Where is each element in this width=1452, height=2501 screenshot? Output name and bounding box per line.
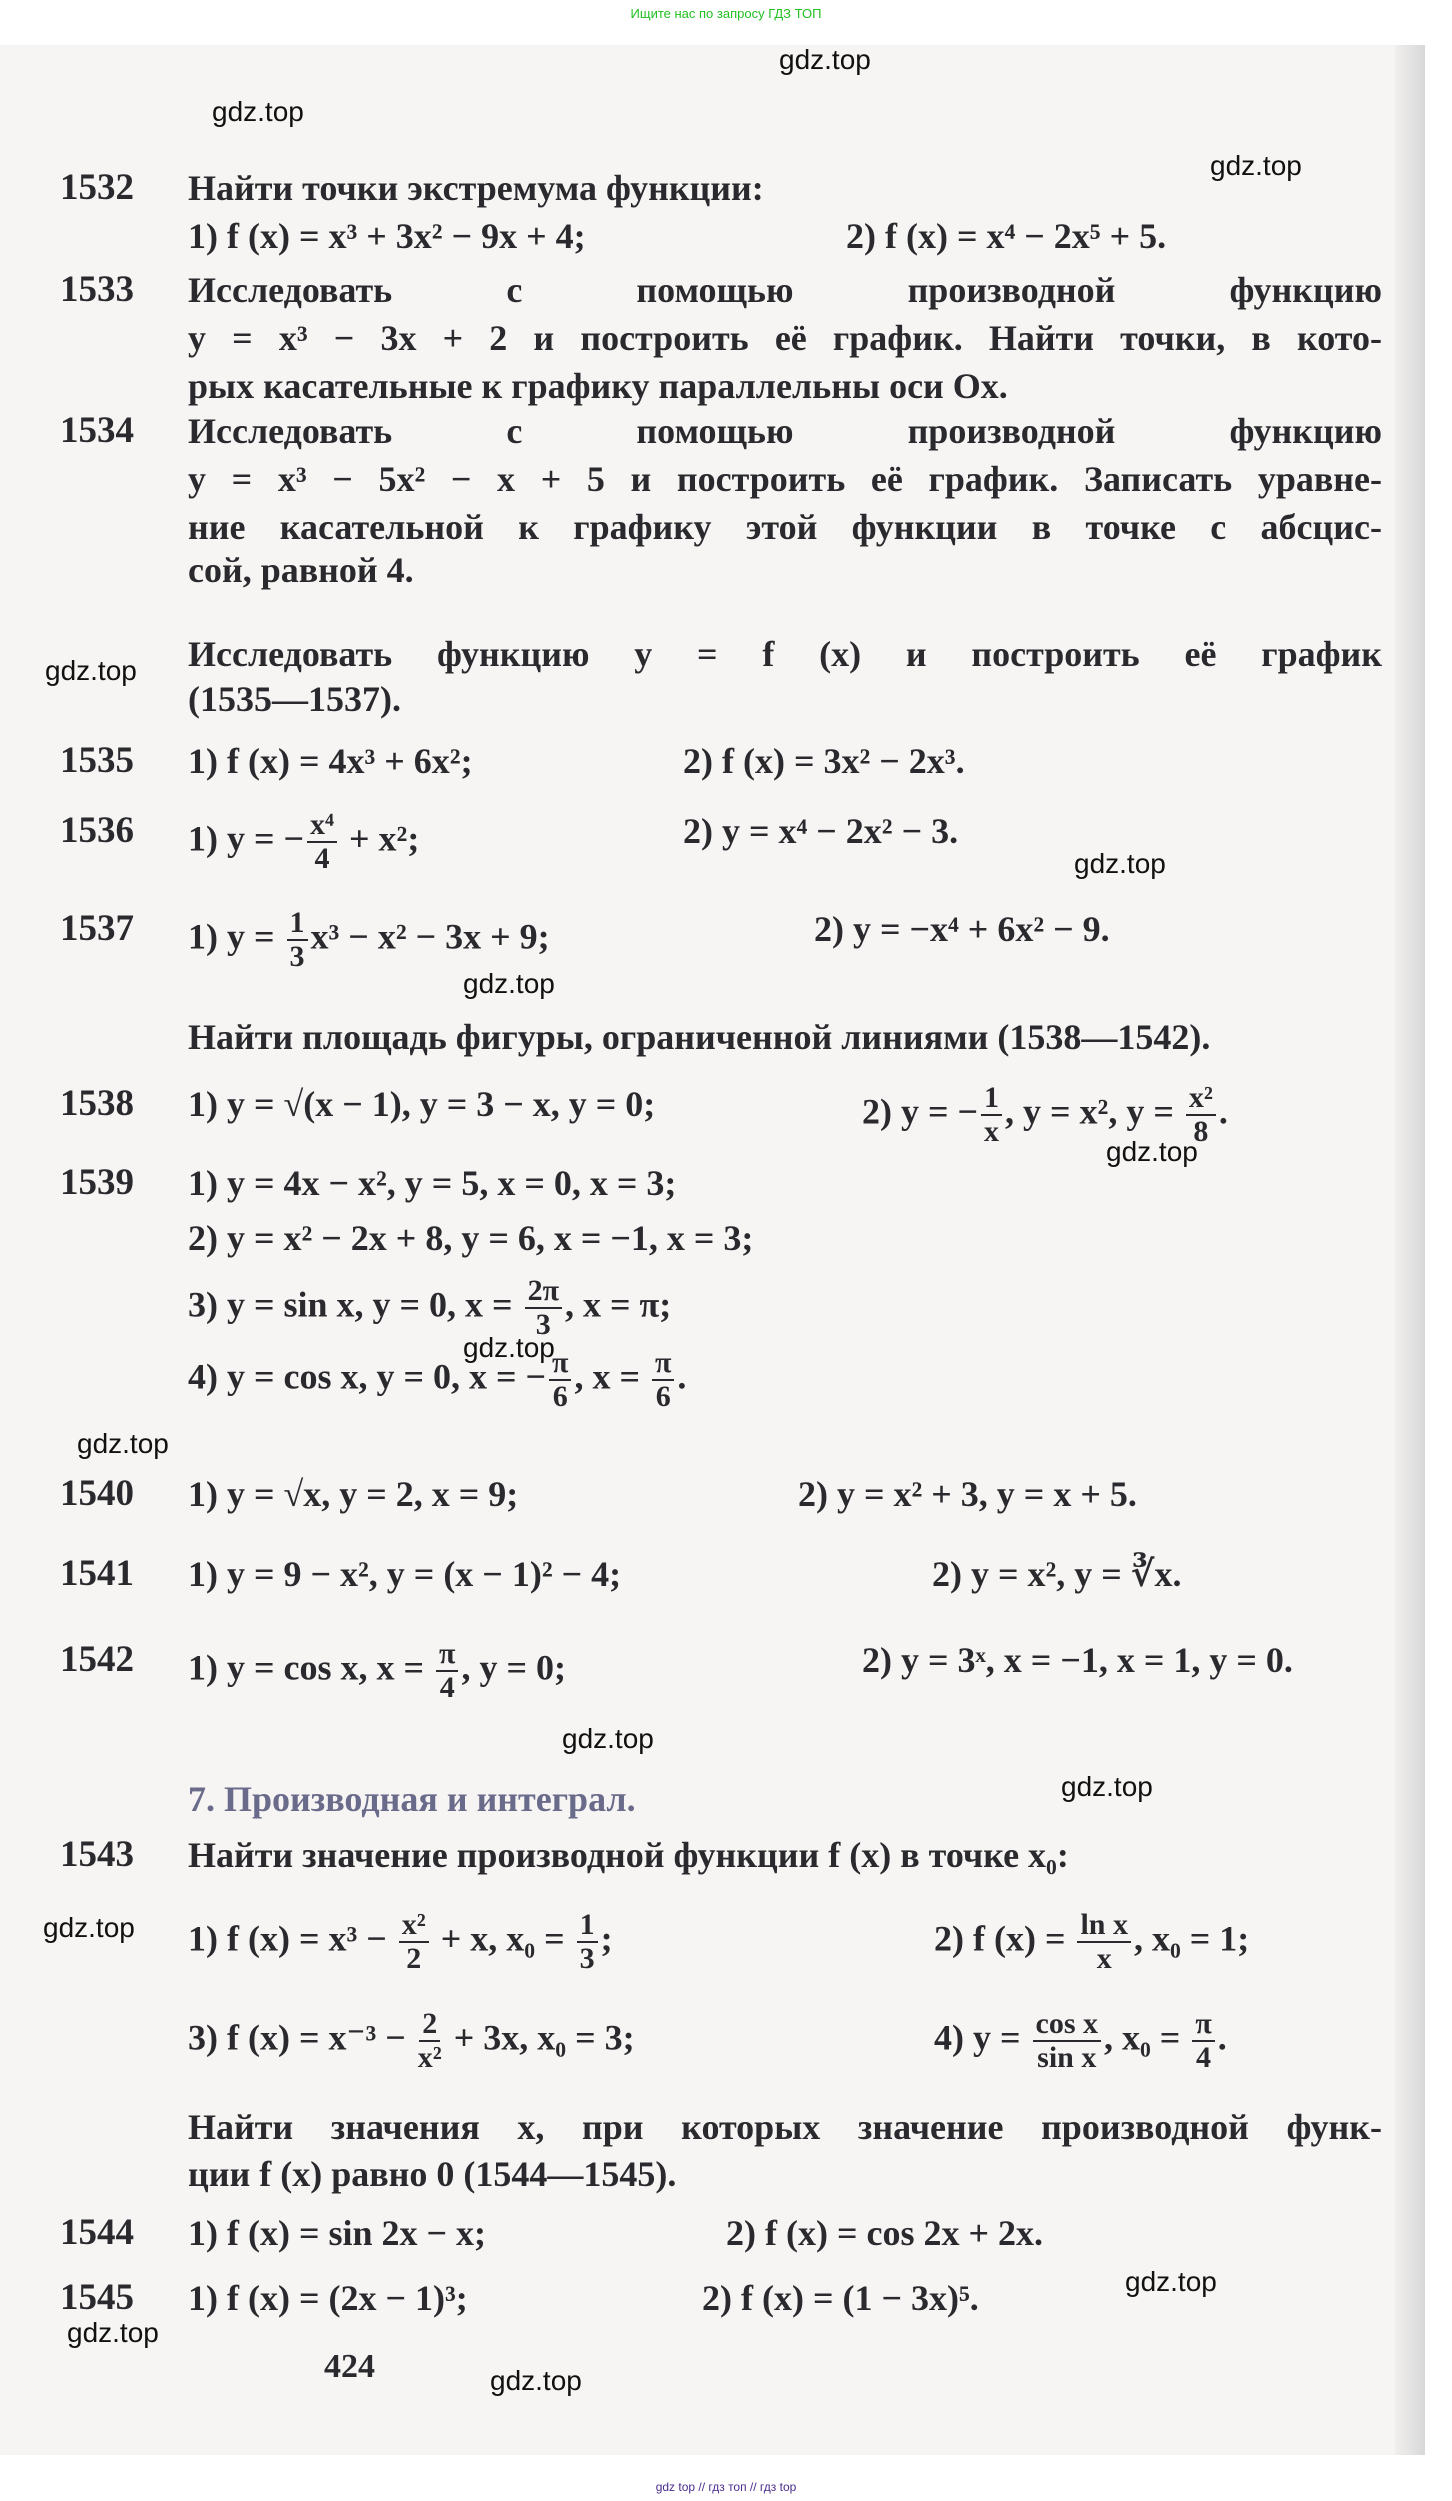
fraction-denominator: 4 [314,842,330,875]
problem-text-line: ние касательной к графику этой функции в точке с абсцис- [188,507,1382,547]
watermark[interactable]: gdz.top [562,1723,654,1754]
watermark[interactable]: gdz.top [77,1428,169,1459]
fraction-denominator: 4 [439,1671,455,1704]
formula [188,1161,676,1205]
fraction-numerator: 1 [287,907,308,941]
fraction [652,1347,674,1413]
formula [188,2008,635,2074]
formula-text: 4) y = [934,2017,1030,2058]
problem-number: 1532 [60,167,134,208]
formula-text: 2) y = −x⁴ + 6x² − 9. [814,909,1110,949]
problem-number: 1540 [60,1473,134,1514]
formula-text: 1) y = √(x − 1), y = 3 − x, y = 0; [188,1084,656,1124]
problem-text-line: y = x³ − 5x² − x + 5 и построить её график. Записать уравне- [188,459,1382,499]
formula-text: 2) f (x) = (1 − 3x)⁵. [702,2278,979,2318]
fraction-numerator: 2π [525,1275,562,1309]
problem-number: 1543 [60,1834,134,1875]
problem-number: 1545 [60,2277,134,2318]
fraction [287,907,308,973]
fraction-numerator: π [652,1347,674,1381]
formula [188,1216,753,1260]
fraction [307,809,337,875]
fraction-numerator: 2 [419,2008,440,2042]
formula [188,1909,613,1975]
watermark[interactable]: gdz.top [1074,848,1166,879]
formula-text: 2) f (x) = [934,1918,1075,1959]
formula [188,214,586,258]
problem-text: Найти точки экстремума функции: [188,168,764,208]
formula-text: 1) f (x) = x³ − [188,1918,396,1959]
formula-text: 2) f (x) = x⁴ − 2x⁵ + 5. [846,216,1167,256]
formula-text: 1) f (x) = 4x³ + 6x²; [188,741,473,781]
formula-text: + x, x₀ = [431,1918,574,1959]
top-banner[interactable]: Ищите нас по запросу ГДЗ ТОП [630,6,822,21]
fraction-denominator: 3 [579,1942,595,1975]
fraction-numerator: π [549,1347,571,1381]
problem-number: 1544 [60,2212,134,2253]
formula [683,739,965,783]
watermark[interactable]: gdz.top [1125,2266,1217,2297]
formula [726,2211,1043,2255]
problem-text: Найти значение производной функции f (x) в точке x₀: [188,1835,1069,1875]
formula-text: 1) y = √x, y = 2, x = 9; [188,1474,519,1514]
fraction-denominator: x² [417,2041,442,2074]
fraction-numerator: x² [1186,1082,1216,1116]
watermark[interactable]: gdz.top [212,96,304,127]
formula-text: , x₀ = 1; [1134,1918,1250,1959]
formula [188,2276,468,2320]
problem-number: 1537 [60,908,134,949]
fraction-numerator: 1 [981,1082,1002,1116]
bottom-banner[interactable]: gdz top // гдз топ // гдз top [655,2480,797,2494]
watermark[interactable]: gdz.top [490,2365,582,2396]
problem-number: 1534 [60,410,134,451]
formula-text: 1) f (x) = x³ + 3x² − 9x + 4; [188,216,586,256]
formula [188,1638,566,1704]
formula [683,809,958,853]
fraction-denominator: 6 [552,1380,568,1413]
problem-text-line: рых касательные к графику параллельны оси Ox. [188,366,1008,406]
watermark[interactable]: gdz.top [463,1332,555,1363]
watermark[interactable]: gdz.top [463,968,555,999]
intro-line: Найти значения x, при которых значение производной функ- [188,2107,1382,2147]
watermark[interactable]: gdz.top [779,44,871,75]
fraction-denominator: 6 [655,1380,671,1413]
formula-text: 2) y = − [862,1091,979,1132]
fraction [436,1638,458,1704]
formula-text: 1) y = [188,916,284,957]
formula-text: 1) f (x) = (2x − 1)³; [188,2278,468,2318]
fraction-denominator: x [1096,1942,1112,1975]
problem-number: 1538 [60,1083,134,1124]
formula [188,739,473,783]
formula [862,1638,1293,1682]
problem-number: 1539 [60,1162,134,1203]
page-edge [1395,45,1425,2455]
formula [188,907,550,973]
section-heading: 7. Производная и интеграл. [188,1779,636,1819]
formula-text: x³ − x² − 3x + 9; [310,916,550,957]
watermark[interactable]: gdz.top [1061,1771,1153,1802]
formula-text: + x²; [340,818,420,859]
formula-text: 4) y = cos x, y = 0, x = − [188,1356,547,1397]
formula-text: ; [600,1918,613,1959]
fraction-denominator: x [984,1115,1000,1148]
problem-number: 1541 [60,1553,134,1594]
problem-text-line: Исследовать с помощью производной функцию [188,270,1382,310]
formula [188,1552,621,1596]
formula-text: . [1217,2017,1227,2058]
fraction-numerator: cos x [1033,2008,1102,2042]
fraction-denominator: 4 [1196,2041,1212,2074]
problem-number: 1536 [60,810,134,851]
problem-text-line: y = x³ − 3x + 2 и построить её график. Найти точки, в кото- [188,318,1382,358]
fraction-numerator: x⁴ [307,809,337,843]
formula-text: 2) y = x⁴ − 2x² − 3. [683,811,959,851]
problem-text-line: сой, равной 4. [188,550,414,590]
intro-line: (1535—1537). [188,679,401,719]
formula [932,1552,1181,1596]
watermark[interactable]: gdz.top [1210,150,1302,181]
formula-text: + 3x, x₀ = 3; [444,2017,635,2058]
fraction [577,1909,598,1975]
watermark[interactable]: gdz.top [67,2317,159,2348]
formula-text: 3) f (x) = x⁻³ − [188,2017,415,2058]
fraction [399,1909,429,1975]
fraction-numerator: x² [399,1909,429,1943]
fraction-numerator: π [1192,2008,1214,2042]
formula [702,2276,979,2320]
formula-text: , x = π; [565,1284,672,1325]
formula-text: 2) y = x² + 3, y = x + 5. [798,1474,1137,1514]
formula-text: 1) y = 4x − x², y = 5, x = 0, x = 3; [188,1163,677,1203]
fraction [1192,2008,1214,2074]
problem-number: 1533 [60,269,134,310]
formula-text: , y = 0; [461,1647,566,1688]
formula-text: , y = x², y = [1005,1091,1183,1132]
problem-text-line: Исследовать с помощью производной функцию [188,411,1382,451]
formula [188,1082,655,1126]
fraction [418,2008,442,2074]
formula-text: , x₀ = [1104,2017,1190,2058]
problem-number: 1542 [60,1639,134,1680]
fraction-denominator: 3 [289,940,305,973]
formula [188,2211,486,2255]
formula-text: 3) y = sin x, y = 0, x = [188,1284,522,1325]
fraction-denominator: 3 [535,1308,551,1341]
watermark[interactable]: gdz.top [43,1912,135,1943]
formula-text: . [1218,1091,1228,1132]
formula-text: 2) f (x) = 3x² − 2x³. [683,741,965,781]
formula-text: 1) y = 9 − x², y = (x − 1)² − 4; [188,1554,622,1594]
formula [188,1347,686,1413]
formula [188,1275,671,1341]
formula-text: 2) y = 3ˣ, x = −1, x = 1, y = 0. [862,1640,1293,1680]
intro-line: Найти площадь фигуры, ограниченной линиями (1538—1542). [188,1017,1211,1057]
fraction-numerator: 1 [577,1909,598,1943]
formula [846,214,1166,258]
watermark[interactable]: gdz.top [1106,1136,1198,1167]
problem-number: 1535 [60,740,134,781]
formula-text: 1) y = − [188,818,305,859]
fraction [1033,2008,1102,2074]
formula-text: 1) f (x) = sin 2x − x; [188,2213,487,2253]
page-number: 424 [324,2348,375,2385]
fraction-denominator: 2 [406,1942,422,1975]
watermark[interactable]: gdz.top [45,655,137,686]
fraction-numerator: π [436,1638,458,1672]
formula [934,1909,1249,1975]
formula [188,809,419,875]
formula-text: , x = [574,1356,649,1397]
formula-text: . [677,1356,687,1397]
formula [798,1472,1137,1516]
formula [188,1472,518,1516]
formula [934,2008,1227,2074]
formula-text: 1) y = cos x, x = [188,1647,434,1688]
fraction [981,1082,1002,1148]
formula-text: 2) y = x² − 2x + 8, y = 6, x = −1, x = 3; [188,1218,754,1258]
intro-line: Исследовать функцию y = f (x) и построить её график [188,634,1382,674]
fraction-numerator: ln x [1077,1909,1131,1943]
fraction [1077,1909,1131,1975]
fraction-denominator: 8 [1193,1115,1209,1148]
formula-text: 2) f (x) = cos 2x + 2x. [726,2213,1043,2253]
intro-line: ции f (x) равно 0 (1544—1545). [188,2154,677,2194]
formula-text: 2) y = x², y = ∛x. [932,1554,1182,1594]
fraction-denominator: sin x [1037,2041,1097,2074]
formula [814,907,1110,951]
